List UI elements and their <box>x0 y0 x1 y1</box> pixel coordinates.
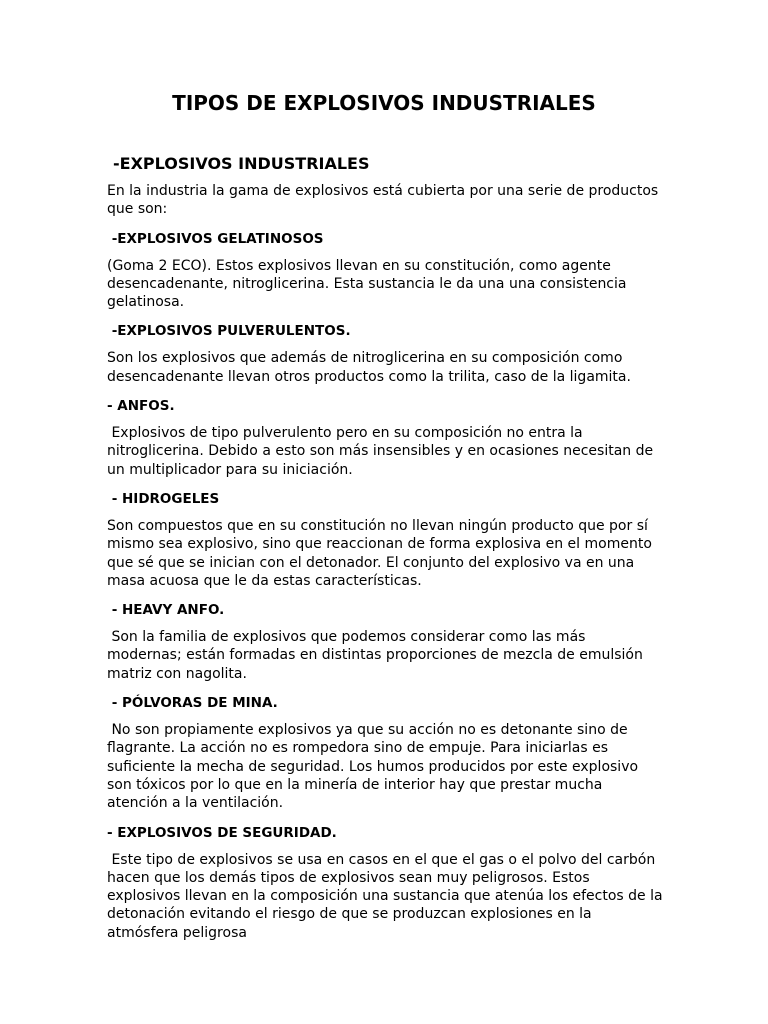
section-heading-pulverulentos: -EXPLOSIVOS PULVERULENTOS. <box>107 323 351 340</box>
intro-paragraph: En la industria la gama de explosivos está cubierta por una serie de productos que son: <box>107 183 663 218</box>
section-text-anfos: Explosivos de tipo pulverulento pero en su composición no entra la nitroglicerina. Debido a esto son más insensibles y en ocasiones necesitan de un multiplicador para su iniciación. <box>107 425 658 478</box>
section-heading-anfos: - ANFOS. <box>107 398 175 415</box>
section-heading-heavy-anfo: - HEAVY ANFO. <box>107 602 225 619</box>
section-heading-seguridad: - EXPLOSIVOS DE SEGURIDAD. <box>107 824 337 841</box>
document-subtitle: -EXPLOSIVOS INDUSTRIALES <box>113 154 370 173</box>
document-title: TIPOS DE EXPLOSIVOS INDUSTRIALES <box>172 91 596 115</box>
section-heading-gelatinosos: -EXPLOSIVOS GELATINOSOS <box>107 230 324 247</box>
section-text-gelatinosos: (Goma 2 ECO). Estos explosivos llevan en su constitución, como agente desencadenante, nitroglicerina. Esta sustancia le da una una consistencia gelatinosa. <box>107 257 631 311</box>
section-heading-polvoras: - PÓLVORAS DE MINA. <box>107 695 278 712</box>
section-text-polvoras: No son propiamente explosivos ya que su acción no es detonante sino de flagrante. La acción no es rompedora sino de empuje. Para iniciarlas es suficiente la mecha de seguridad. Los humos producidos por este explosivo son tóxicos por lo que en la minería de interior hay que prestar mucha atención a la ventilación. <box>107 722 643 812</box>
section-text-seguridad: Este tipo de explosivos se usa en casos en el que el gas o el polvo del carbón hacen que los demás tipos de explosivos sean muy peligrosos. Estos explosivos llevan en la composición una sustancia que atenúa los efectos de la detonación evitando el riesgo de que se produzcan explosiones en la atmósfera peligrosa <box>107 851 668 941</box>
section-text-hidrogeles: Son compuestos que en su constitución no llevan ningún producto que por sí mismo sea explosivo, sino que reaccionan de forma explosiva en el momento que sé que se inician con el detonador. El conjunto del explosivo va en una masa acuosa que le da estas características. <box>107 517 657 589</box>
document-body <box>107 182 668 953</box>
section-heading-hidrogeles: - HIDROGELES <box>107 490 220 507</box>
section-text-pulverulentos: Son los explosivos que además de nitroglicerina en su composición como desencadenante llevan otros productos como la trilita, caso de la ligamita. <box>107 350 631 385</box>
section-text-heavy-anfo: Son la familia de explosivos que podemos considerar como las más modernas; están formadas en distintas proporciones de mezcla de emulsión matriz con nagolita. <box>107 629 648 682</box>
